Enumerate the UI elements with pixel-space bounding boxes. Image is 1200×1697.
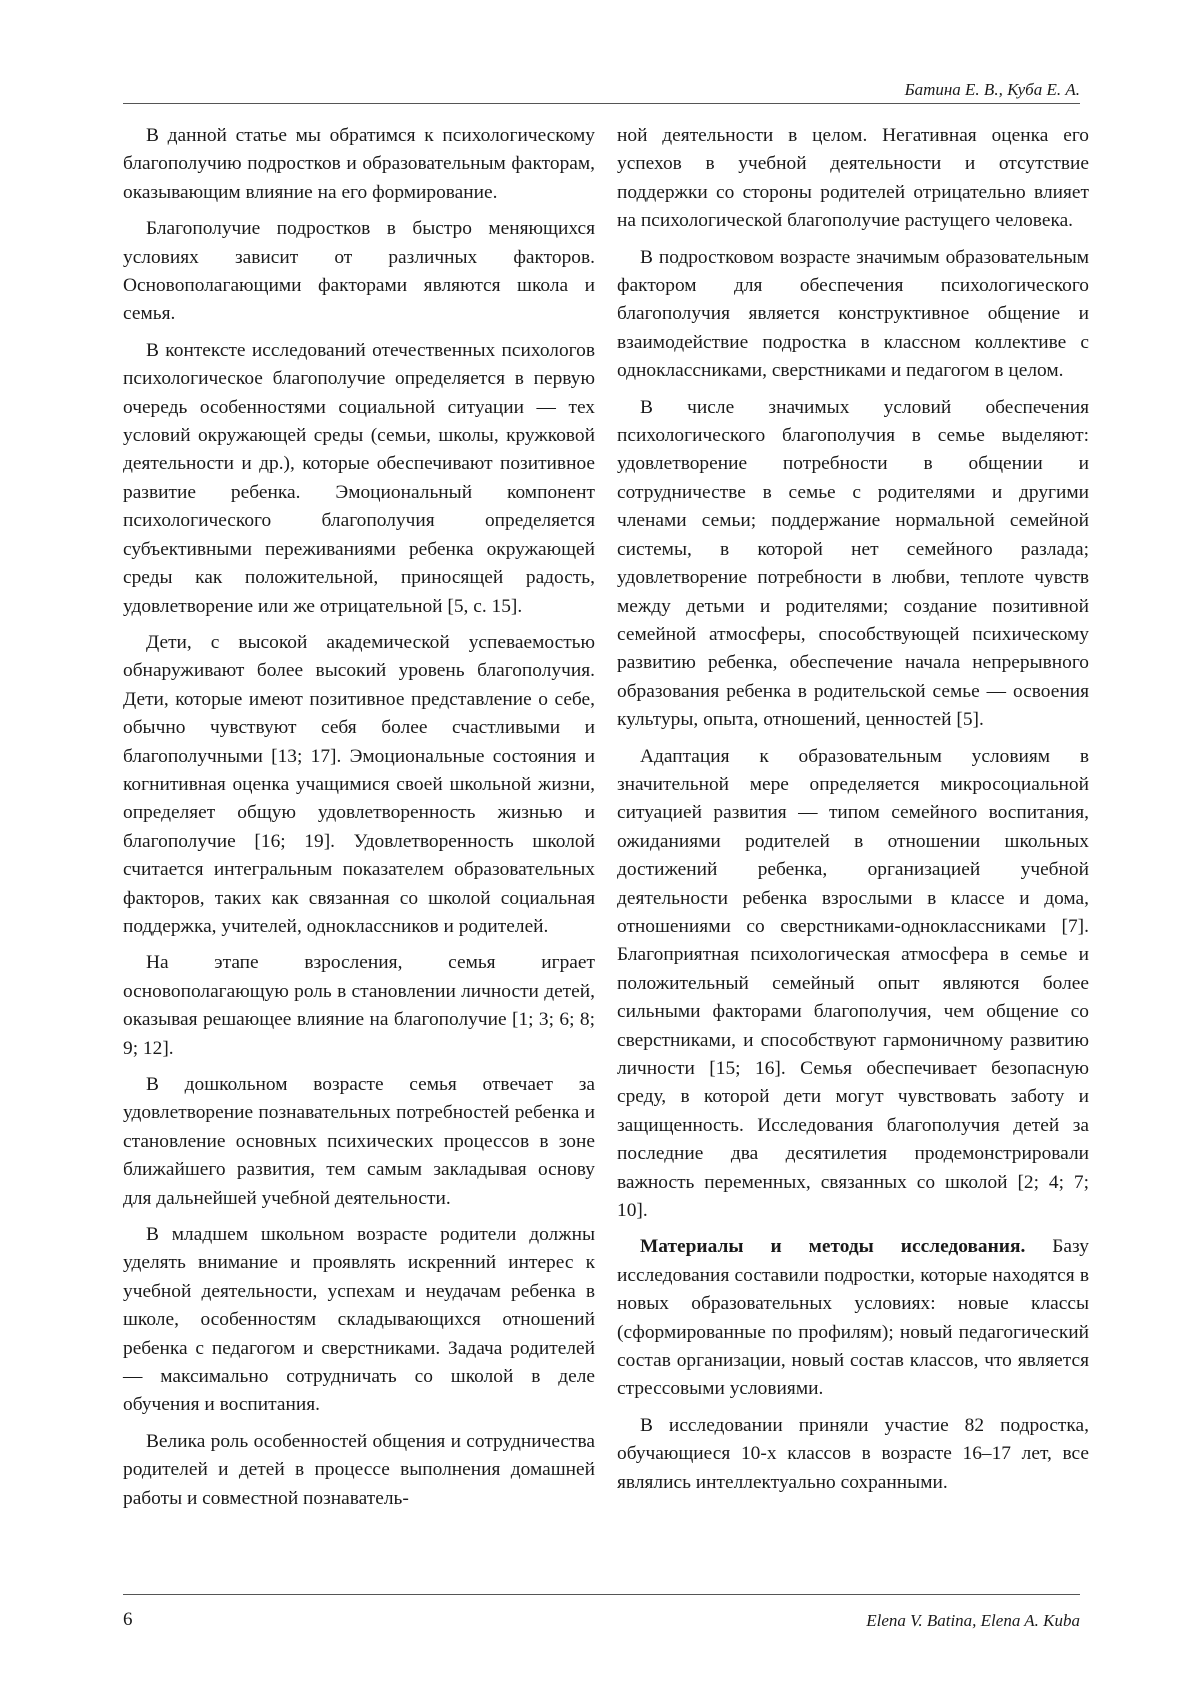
paragraph: В младшем школьном возрасте родители должны уделять внимание и проявлять искренний интерес к учебной деятельности, успехам и неудачам ребенка в школе, особенностям складывающихся отношений ребенка с педагогом и сверстниками. Задача родителей — максимально сотрудничать со школой в деле обучения и воспитания. [123, 1224, 595, 1416]
running-foot-authors: Elena V. Batina, Elena A. Kuba [866, 1611, 1080, 1630]
paragraph: Адаптация к образовательным условиям в значительной мере определяется микросоциальной ситуацией развития — типом семейного воспитания, ожиданиями родителей в отношении школьных достижений ребенка, организацией учебной деятельности ребенка взрослыми в классе и дома, отношениями со сверстниками-одноклассниками [7]. Благоприятная психологическая атмосфера в семье и положительный семейный опыт являются более сильными факторами благополучия, чем общение со сверстниками, и способствуют гармоничному развитию личности [15; 16]. Семья обеспечивает безопасную среду, в которой дети могут чувствовать заботу и защищенность. Исследования благополучия детей за последние два десятилетия продемонстрировали важность переменных, связанных со школой [2; 4; 7; 10]. [617, 745, 1089, 1222]
footer-rule [123, 1594, 1080, 1595]
paragraph-continuation: ной деятельности в целом. Негативная оценка его успехов в учебной деятельности и отсутствие поддержки со стороны родителей отрицательно влияет на психологической благополучие растущего человека. [617, 125, 1089, 232]
paragraph: В данной статье мы обратимся к психологическому благополучию подростков и образовательным факторам, оказывающим влияние на его формирование. [123, 125, 595, 203]
paragraph: В дошкольном возрасте семья отвечает за удовлетворение познавательных потребностей ребенка и становление основных психических процессов в зоне ближайшего развития, тем самым закладывая основу для дальнейшей учебной деятельности. [123, 1074, 595, 1209]
page-number: 6 [123, 1609, 133, 1630]
running-head-authors: Батина Е. В., Куба Е. А. [904, 80, 1080, 99]
paragraph: Благополучие подростков в быстро меняющихся условиях зависит от различных факторов. Основополагающими факторами являются школа и семья. [123, 218, 595, 325]
paragraph: На этапе взросления, семья играет основополагающую роль в становлении личности детей, оказывая решающее влияние на благополучие [1; 3; 6; 8; 9; 12]. [123, 952, 595, 1059]
paragraph: Дети, с высокой академической успеваемостью обнаруживают более высокий уровень благополучия. Дети, которые имеют позитивное представление о себе, обычно чувствуют себя более счастливыми и благополучными [13; 17]. Эмоциональные состояния и когнитивная оценка учащимися своей школьной жизни, определяет общую удовлетворенность жизнью и благополучие [16; 19]. Удовлетворенность школой считается интегральным показателем образовательных факторов, таких как связанная со школой социальная поддержка, учителей, одноклассников и родителей. [123, 631, 595, 937]
methods-paragraph [617, 1233, 1089, 1403]
methods-text: Базу исследования составили подростки, которые находятся в новых образовательных условиях: новые классы (сформированные по профилям); новый педагогический состав организации, новый состав классов, что является стрессовыми условиями. [617, 1236, 1089, 1400]
left-column [123, 122, 595, 1521]
paragraph: В контексте исследований отечественных психологов психологическое благополучие определяется в первую очередь особенностями социальной ситуации — тех условий окружающей среды (семьи, школы, кружковой деятельности и др.), которые обеспечивают позитивное развитие ребенка. Эмоциональный компонент психологического благополучия определяется субъективными переживаниями ребенка окружающей среды как положительной, приносящей радость, удовлетворение или же отрицательной [5, с. 15]. [123, 339, 595, 617]
paragraph: В числе значимых условий обеспечения психологического благополучия в семье выделяют: удовлетворение потребности в общении и сотрудничестве в семье с родителями и другими членами семьи; поддержание нормальной семейной системы, в которой нет семейного разлада; удовлетворение потребности в любви, теплоте чувств между детьми и родителями; создание позитивной семейной атмосферы, способствующей психическому развитию ребенка, обеспечение начала непрерывного образования ребенка в родительской семье — освоения культуры, опыта, отношений, ценностей [5]. [617, 396, 1089, 731]
header-rule [123, 103, 1080, 104]
paragraph: В подростковом возрасте значимым образовательным фактором для обеспечения психологического благополучия является конструктивное общение и взаимодействие подростка в классном коллективе с одноклассниками, сверстниками и педагогом в целом. [617, 246, 1089, 382]
paragraph: В исследовании приняли участие 82 подростка, обучающиеся 10-х классов в возрасте 16–17 лет, все являлись интеллектуально сохранными. [617, 1414, 1089, 1493]
methods-heading: Материалы и методы исследования. [640, 1236, 1026, 1258]
paragraph: Велика роль особенностей общения и сотрудничества родителей и детей в процессе выполнения домашней работы и совместной познаватель- [123, 1430, 595, 1509]
right-column [617, 122, 1089, 1505]
